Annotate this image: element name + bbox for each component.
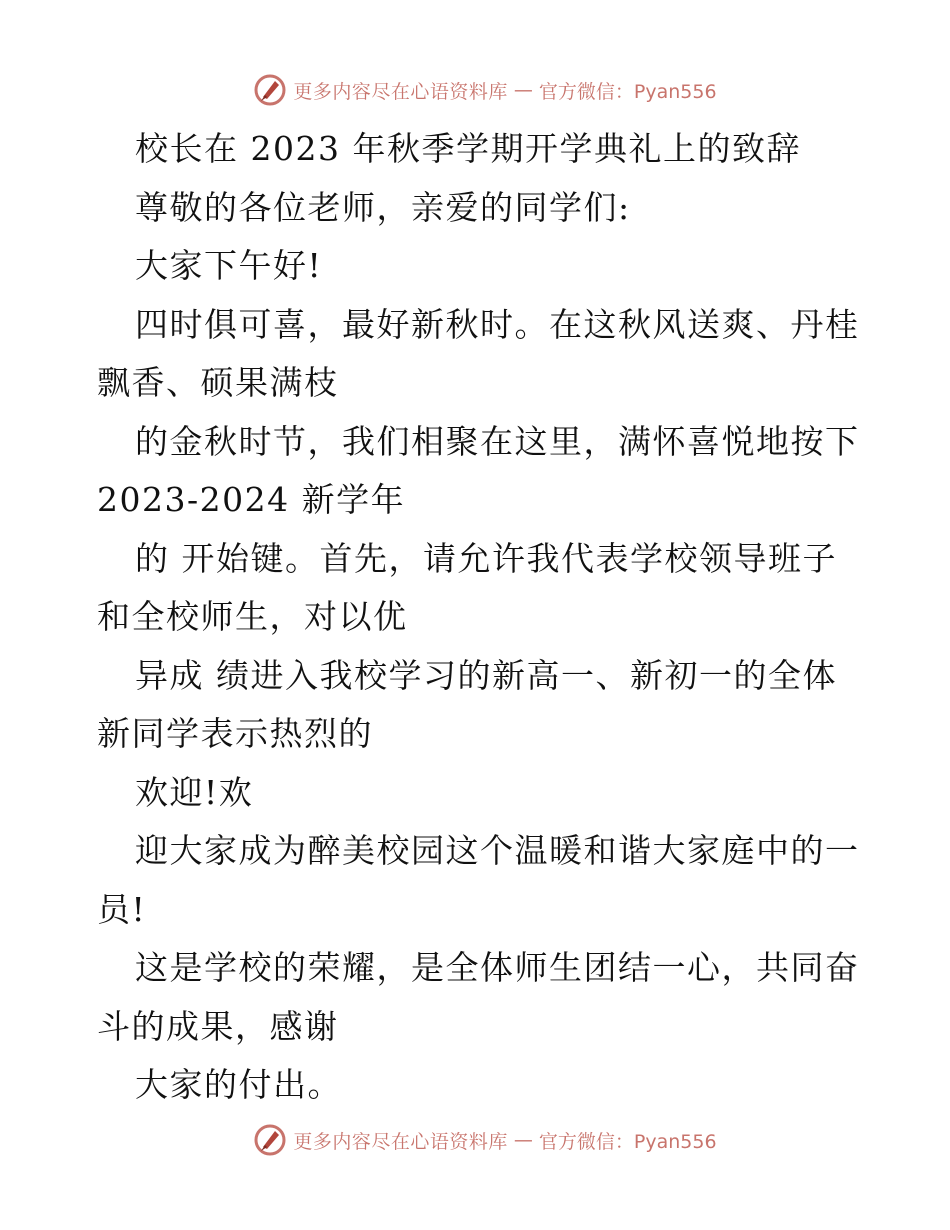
header-banner-text: 更多内容尽在心语资料库 [293,80,508,103]
pen-nib-logo-icon [253,73,287,107]
paragraph-line: 大家的付出。 [135,1065,342,1104]
footer-banner-dash: — [513,1129,533,1151]
paragraph-line: 的金秋时节，我们相聚在这里，满怀喜悦地按下 [135,421,860,461]
footer-banner-contact: 官方微信：Pyan556 [538,1130,717,1153]
footer-banner-inner [233,1123,716,1157]
paragraph-line: 飘香、硕果满枝 [97,363,339,402]
paragraph-line: 2023-2024 新学年 [97,480,406,519]
footer-banner-text: 更多内容尽在心语资料库 [293,1130,508,1153]
paragraph-line: 欢迎!欢 [135,772,254,812]
pen-nib-logo-icon [253,1123,287,1157]
salutation: 尊敬的各位老师，亲爱的同学们: [135,187,631,227]
paragraph-line: 员! [97,889,147,929]
paragraph-line: 这是学校的荣耀，是全体师生团结一心，共同奋 [135,948,860,987]
paragraph-line: 的 开始键。首先，请允许我代表学校领导班子 [135,538,837,578]
header-banner-contact: 官方微信：Pyan556 [538,80,717,103]
header-banner-inner [233,73,716,107]
paragraph-line: 四时俱可喜，最好新秋时。在这秋风送爽、丹桂 [135,304,860,344]
paragraph-line: 新同学表示热烈的 [97,714,373,753]
document-title: 校长在 2023 年秋季学期开学典礼上的致辞 [135,129,801,168]
document-body [97,120,860,1115]
greeting: 大家下午好! [135,246,323,285]
paragraph-line: 斗的成果，感谢 [97,1006,339,1046]
paragraph-line: 和全校师生，对以优 [97,597,408,636]
header-banner [0,70,950,110]
footer-banner [0,1120,950,1160]
header-banner-dash: — [513,79,533,101]
paragraph-line: 异成 绩进入我校学习的新高一、新初一的全体 [135,655,837,695]
paragraph-line: 迎大家成为醉美校园这个温暖和谐大家庭中的一 [135,831,860,870]
